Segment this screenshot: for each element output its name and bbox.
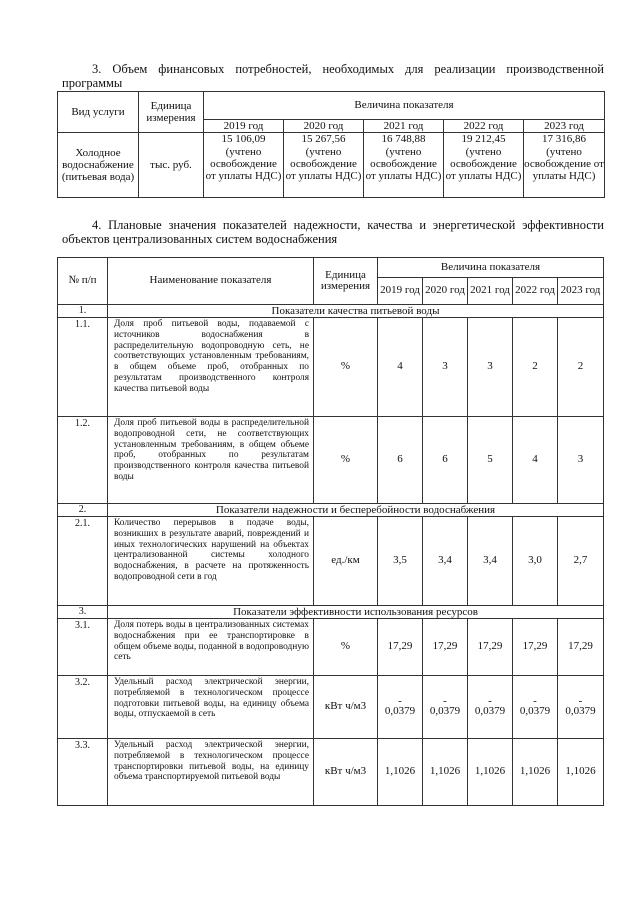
section4-title [62,218,604,246]
row-value-2021: 3 [468,318,513,417]
year-2020: 2020 год [284,120,364,133]
year-2019: 2019 год [204,120,284,133]
row-num: 1.2. [58,417,108,504]
row-value-2023: 17,29 [558,619,604,676]
row-value-2020: 1,1026 [423,739,468,806]
value-text: 0,0379 [474,705,506,718]
minus-sign: - [533,695,537,708]
table-row [58,318,604,417]
row-value-2023: 3 [558,417,604,504]
row-value-2022: 3,0 [513,517,558,606]
table-row [58,676,604,739]
row-value-2020: 6 [423,417,468,504]
header-name: Наименование показателя [108,258,314,305]
header-unit: Единица измерения [139,92,204,133]
year-2021: 2021 год [468,278,513,305]
minus-sign: - [578,695,583,708]
year-2019: 2019 год [378,278,423,305]
value-cell [364,133,444,198]
group-title: Показатели качества питьевой воды [108,305,604,318]
row-name: Доля потерь воды в централизованных системах водоснабжения при ее транспортировке в общем объеме воды, поданной в водопроводную сеть [108,619,314,676]
header-num: № п/п [58,258,108,305]
row-value-2022: 2 [513,318,558,417]
minus-sign: - [398,695,402,708]
table-row [58,619,604,676]
table-row [58,417,604,504]
financial-needs-table [57,91,605,198]
section3-title [62,62,604,90]
row-value-2020: 3,4 [423,517,468,606]
value-text: 0,0379 [565,705,596,718]
row-value-2023: 2 [558,318,604,417]
value-amount: 19 212,45 [461,133,506,146]
year-2023: 2023 год [558,278,604,305]
group-title: Показатели эффективности использования ресурсов [108,606,604,619]
value-text: 0,0379 [429,705,461,718]
value-note: (учтено освобождение от уплаты НДС) [365,145,442,183]
row-value-2021 [468,676,513,739]
row-name: Количество перерывов в подаче воды, возникших в результате аварий, повреждений и иных технологических нарушений на объектах централизованной системы холодного водоснабжения, в расчете на протяженность водопроводной сети в год [108,517,314,606]
row-unit: кВт ч/м3 [314,739,378,806]
value-text: 0,0379 [384,705,416,718]
group-num: 3. [58,606,108,619]
row-value-2019: 4 [378,318,423,417]
row-num: 1.1. [58,318,108,417]
row-name: Доля проб питьевой воды в распределительной водопроводной сети, не соответствующих установленным требованиям, в общем объеме проб, отобранных по результатам производственного контроля качества питьевой воды [108,417,314,504]
indicators-table [57,257,604,806]
value-text: 0,0379 [519,705,551,718]
group-title: Показатели надежности и бесперебойности водоснабжения [108,504,604,517]
year-2020: 2020 год [423,278,468,305]
row-value-2023: 2,7 [558,517,604,606]
header-service: Вид услуги [58,92,139,133]
row-value-2019: 3,5 [378,517,423,606]
row-value-2020: 17,29 [423,619,468,676]
table-row [58,517,604,606]
value-cell [284,133,364,198]
unit-value: тыс. руб. [139,133,204,198]
row-name: Удельный расход электрической энергии, потребляемой в технологическом процессе транспортировки питьевой воды, на единицу объема транспортируемой питьевой воды [108,739,314,806]
value-amount: 16 748,88 [381,133,426,146]
row-value-2019 [378,676,423,739]
group-num: 1. [58,305,108,318]
row-value-2021: 3,4 [468,517,513,606]
value-amount: 15 106,09 [221,133,266,146]
row-value-2023 [558,676,604,739]
year-2021: 2021 год [364,120,444,133]
header-unit: Единица измерения [314,258,378,305]
year-2022: 2022 год [513,278,558,305]
table-row [58,739,604,806]
row-num: 2.1. [58,517,108,606]
row-value-2022: 4 [513,417,558,504]
minus-sign: - [488,695,492,708]
value-note: (учтено освобождение от уплаты НДС) [285,145,362,183]
row-unit: % [314,619,378,676]
value-note: (учтено освобождение от уплаты НДС) [524,145,604,183]
section3-title-line2: программы [62,76,123,90]
year-2022: 2022 год [444,120,524,133]
group-num: 2. [58,504,108,517]
row-num: 3.2. [58,676,108,739]
section3-title-line1: 3. Объем финансовых потребностей, необходимых для реализации производственной [92,62,604,76]
service-name: Холодное водоснабжение (питьевая вода) [58,133,139,198]
row-unit: ед./км [314,517,378,606]
row-value-2021: 17,29 [468,619,513,676]
year-2023: 2023 год [524,120,605,133]
value-cell [524,133,605,198]
header-value: Величина показателя [204,92,605,120]
row-value-2021: 5 [468,417,513,504]
row-unit: % [314,318,378,417]
section4-title-line1: 4. Плановые значения показателей надежности, качества и энергетической эффективности [92,218,604,232]
value-cell [204,133,284,198]
row-value-2021: 1,1026 [468,739,513,806]
row-value-2023: 1,1026 [558,739,604,806]
row-unit: кВт ч/м3 [314,676,378,739]
row-unit: % [314,417,378,504]
row-num: 3.1. [58,619,108,676]
row-name: Доля проб питьевой воды, подаваемой с источников водоснабжения в распределительную водопроводную сеть, не соответствующих установленным требованиям, в общем объеме проб, отобранных по результатам производственного контроля качества питьевой воды [108,318,314,417]
value-amount: 15 267,56 [301,133,346,146]
row-value-2019: 6 [378,417,423,504]
section4-title-line2: объектов централизованных систем водоснабжения [62,232,338,246]
row-num: 3.3. [58,739,108,806]
row-value-2019: 17,29 [378,619,423,676]
value-note: (учтено освобождение от уплаты НДС) [445,145,522,183]
minus-sign: - [443,695,447,708]
row-value-2022 [513,676,558,739]
value-amount: 17 316,86 [542,133,586,146]
value-note: (учтено освобождение от уплаты НДС) [205,145,282,183]
row-value-2020 [423,676,468,739]
row-value-2022: 17,29 [513,619,558,676]
value-cell [444,133,524,198]
row-value-2019: 1,1026 [378,739,423,806]
row-value-2022: 1,1026 [513,739,558,806]
header-value: Величина показателя [378,258,604,278]
row-value-2020: 3 [423,318,468,417]
row-name: Удельный расход электрической энергии, потребляемой в технологическом процессе подготовки питьевой воды, на единицу объема воды, отпускаемой в сеть [108,676,314,739]
